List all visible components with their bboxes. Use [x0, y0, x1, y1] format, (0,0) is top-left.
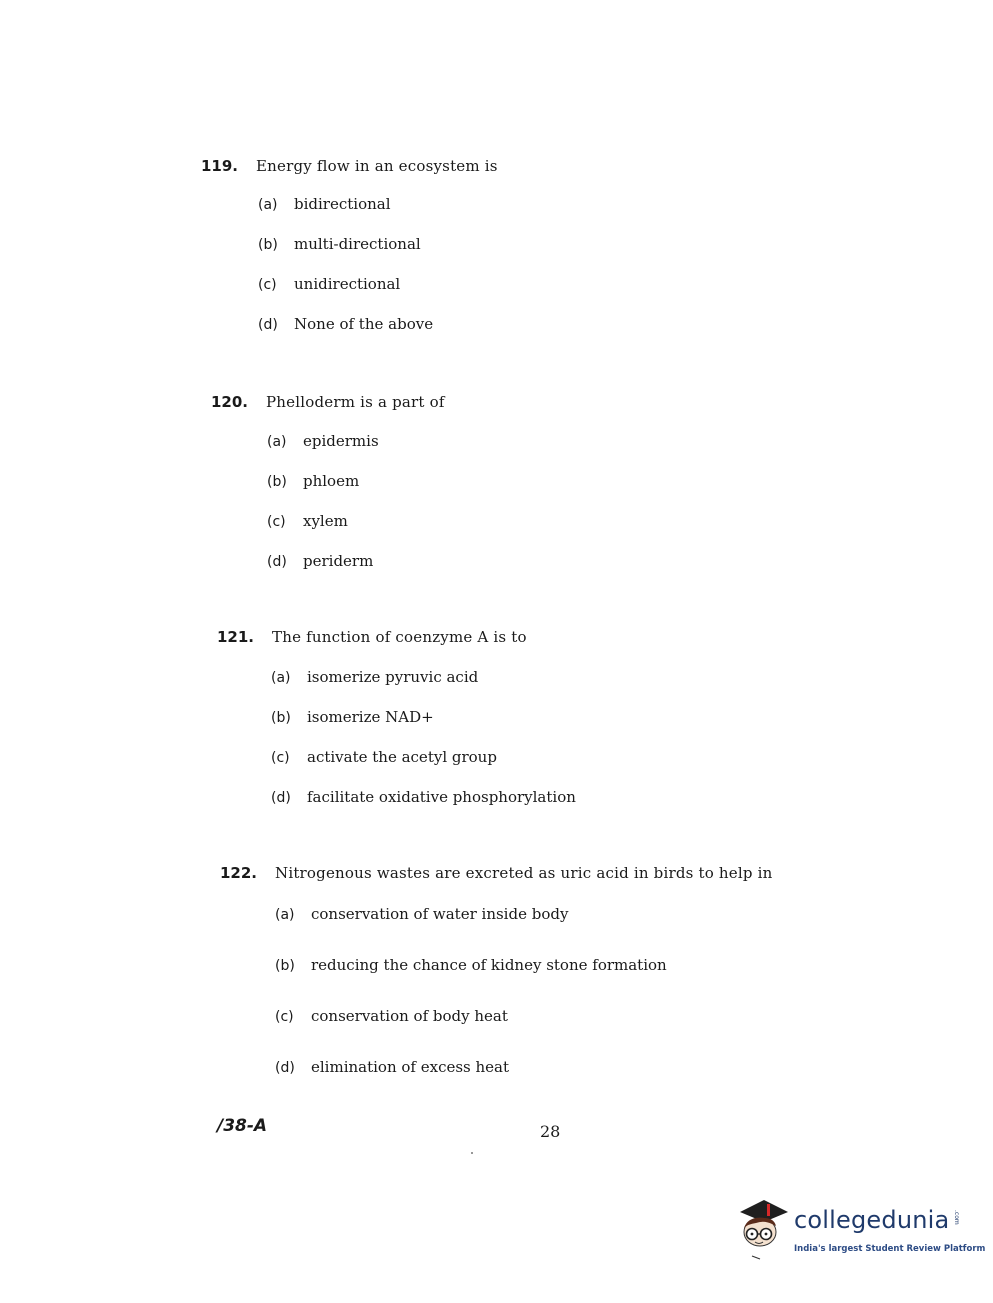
option-text: unidirectional — [294, 275, 401, 293]
option-text: periderm — [303, 552, 374, 570]
option-text: reducing the chance of kidney stone formation — [311, 956, 667, 974]
option-b — [275, 956, 773, 1007]
option-list — [267, 432, 445, 592]
option-list — [275, 905, 773, 1109]
option-label: (d) — [271, 790, 291, 806]
option-a — [258, 195, 498, 235]
option-c — [275, 1007, 773, 1058]
option-text: isomerize NAD+ — [307, 708, 434, 726]
option-label: (b) — [271, 710, 291, 726]
option-text: facilitate oxidative phosphorylation — [307, 788, 576, 806]
option-a — [267, 432, 445, 472]
option-label: (a) — [271, 670, 291, 686]
mascot-icon — [734, 1196, 792, 1260]
option-label: (a) — [258, 197, 278, 213]
option-c — [271, 748, 576, 788]
option-label: (d) — [258, 317, 278, 333]
brand-name: collegedunia — [794, 1206, 950, 1234]
option-text: None of the above — [294, 315, 434, 333]
option-text: conservation of water inside body — [311, 905, 569, 923]
option-label: (d) — [275, 1060, 295, 1076]
option-d — [267, 552, 445, 592]
option-text: conservation of body heat — [311, 1007, 508, 1025]
option-list — [258, 195, 498, 355]
option-label: (c) — [267, 514, 286, 530]
option-list — [271, 668, 576, 828]
question-text: Energy flow in an ecosystem is — [256, 157, 498, 175]
option-d — [258, 315, 498, 355]
question-121 — [217, 628, 576, 828]
brand-tagline: India's largest Student Review Platform — [794, 1244, 986, 1254]
option-text: isomerize pyruvic acid — [307, 668, 479, 686]
question-119 — [201, 157, 498, 355]
option-a — [275, 905, 773, 956]
option-a — [271, 668, 576, 708]
option-d — [275, 1058, 773, 1109]
question-text: Phelloderm is a part of — [266, 393, 445, 411]
option-b — [271, 708, 576, 748]
question-122 — [220, 864, 773, 1109]
option-label: (d) — [267, 554, 287, 570]
option-label: (a) — [267, 434, 287, 450]
question-number: 122. — [220, 864, 258, 882]
option-label: (b) — [267, 474, 287, 490]
option-c — [267, 512, 445, 552]
option-text: multi-directional — [294, 235, 421, 253]
brand-watermark[interactable] — [734, 1196, 986, 1260]
question-number: 119. — [201, 157, 239, 175]
option-label: (c) — [271, 750, 290, 766]
option-label: (a) — [275, 907, 295, 923]
question-number: 120. — [211, 393, 249, 411]
page-number: 28 — [540, 1122, 561, 1141]
question-text: The function of coenzyme A is to — [272, 628, 527, 646]
option-text: xylem — [303, 512, 348, 530]
option-label: (b) — [275, 958, 295, 974]
option-b — [267, 472, 445, 512]
option-c — [258, 275, 498, 315]
brand-suffix: .com — [953, 1210, 960, 1225]
option-b — [258, 235, 498, 275]
paper-code: /38-A — [217, 1116, 268, 1136]
question-120 — [211, 393, 445, 592]
option-label: (b) — [258, 237, 278, 253]
option-text: epidermis — [303, 432, 379, 450]
scan-speck — [471, 1152, 473, 1154]
option-label: (c) — [258, 277, 277, 293]
option-text: phloem — [303, 472, 360, 490]
option-text: bidirectional — [294, 195, 391, 213]
option-text: elimination of excess heat — [311, 1058, 510, 1076]
option-d — [271, 788, 576, 828]
option-text: activate the acetyl group — [307, 748, 497, 766]
question-number: 121. — [217, 628, 255, 646]
option-label: (c) — [275, 1009, 294, 1025]
question-text: Nitrogenous wastes are excreted as uric acid in birds to help in — [275, 864, 773, 882]
